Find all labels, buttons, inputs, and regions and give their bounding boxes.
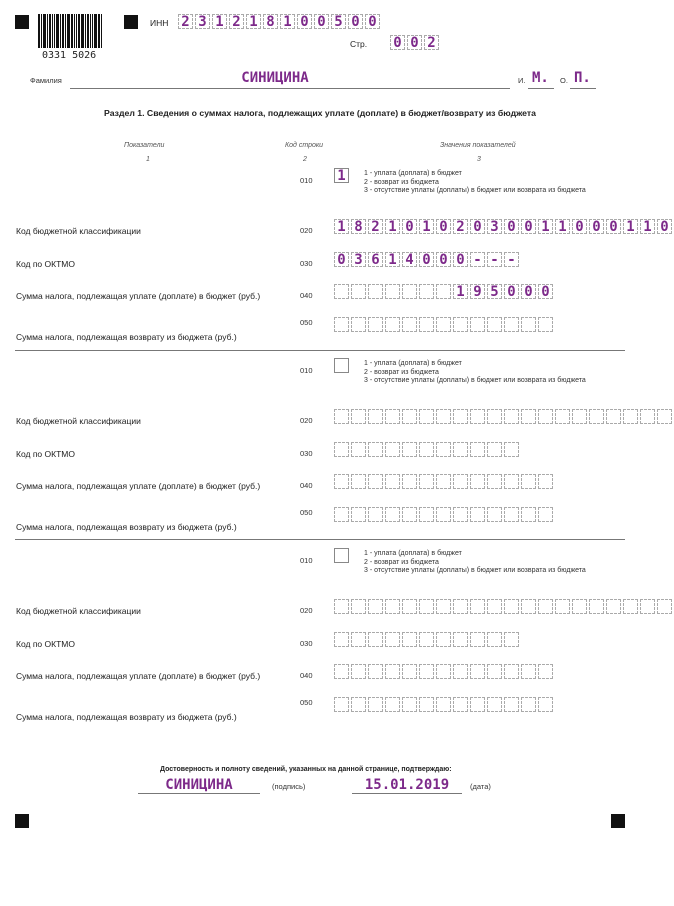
form-cell[interactable]: 0 — [334, 252, 349, 267]
form-cell[interactable] — [402, 697, 417, 712]
form-cell[interactable]: 8 — [263, 14, 278, 29]
form-cell[interactable] — [538, 507, 553, 522]
signature-label: (подпись) — [272, 782, 306, 791]
corner-marker-bottom-left — [15, 814, 29, 828]
row-label-oktmo: Код по ОКТМО — [16, 639, 75, 649]
form-cell[interactable] — [402, 442, 417, 457]
form-cell[interactable]: 1 — [640, 219, 655, 234]
option-o1: 1 - уплата (доплата) в бюджет — [364, 170, 462, 177]
form-cell[interactable] — [623, 409, 638, 424]
line-code: 020 — [300, 606, 313, 615]
option-o3: 3 - отсутствие уплаты (доплаты) в бюджет или возврата из бюджета — [364, 377, 586, 384]
form-cell[interactable] — [419, 317, 434, 332]
form-cell[interactable]: 0 — [436, 252, 451, 267]
form-cell[interactable] — [368, 284, 383, 299]
form-cell[interactable] — [351, 409, 366, 424]
field-kbk — [334, 599, 674, 614]
form-cell[interactable]: 1 — [385, 252, 400, 267]
line-code: 030 — [300, 639, 313, 648]
form-cell[interactable] — [470, 599, 485, 614]
form-cell[interactable] — [419, 507, 434, 522]
form-cell[interactable]: 0 — [538, 284, 553, 299]
field-kbk — [334, 409, 674, 424]
form-cell[interactable]: 1 — [623, 219, 638, 234]
option-o2: 2 - возврат из бюджета — [364, 558, 439, 566]
form-cell[interactable] — [385, 599, 400, 614]
form-cell[interactable]: 0 — [436, 219, 451, 234]
form-cell[interactable] — [419, 474, 434, 489]
form-cell[interactable]: 0 — [521, 284, 536, 299]
form-cell[interactable] — [487, 697, 502, 712]
form-cell[interactable]: 0 — [504, 284, 519, 299]
field-pay — [334, 474, 555, 489]
form-cell[interactable] — [606, 599, 621, 614]
form-cell[interactable] — [334, 697, 349, 712]
confirmation-text: Достоверность и полноту сведений, указанных на данной странице, подтверждаю: — [160, 766, 452, 773]
form-cell[interactable] — [453, 317, 468, 332]
line-code: 030 — [300, 259, 313, 268]
field-pay — [334, 284, 555, 299]
form-cell[interactable] — [436, 632, 451, 647]
form-cell[interactable] — [470, 442, 485, 457]
column-header-indicators: Показатели — [124, 142, 165, 149]
form-cell[interactable] — [368, 317, 383, 332]
type-options — [364, 550, 586, 576]
surname-value: СИНИЦИНА — [241, 70, 309, 86]
row-label-kbk: Код бюджетной классификации — [16, 606, 141, 616]
row-label-pay: Сумма налога, подлежащая уплате (доплате) в бюджет (руб.) — [16, 481, 261, 491]
form-cell[interactable] — [368, 507, 383, 522]
form-cell[interactable] — [385, 632, 400, 647]
row-label-refund: Сумма налога, подлежащая возврату из бюджета (руб.) — [16, 712, 237, 722]
form-cell[interactable] — [538, 697, 553, 712]
form-cell[interactable]: 4 — [402, 252, 417, 267]
field-oktmo — [334, 442, 521, 457]
form-cell[interactable]: 3 — [351, 252, 366, 267]
form-cell[interactable] — [402, 317, 417, 332]
option-o2: 2 - возврат из бюджета — [364, 368, 439, 376]
form-cell[interactable] — [504, 317, 519, 332]
form-cell[interactable]: 1 — [419, 219, 434, 234]
form-cell[interactable] — [572, 409, 587, 424]
form-cell[interactable] — [368, 474, 383, 489]
form-cell[interactable] — [334, 317, 349, 332]
form-cell[interactable] — [487, 317, 502, 332]
form-cell[interactable] — [521, 664, 536, 679]
form-cell[interactable] — [521, 409, 536, 424]
initial-i-label: И. — [518, 76, 526, 85]
form-cell[interactable]: 0 — [407, 35, 422, 50]
form-cell[interactable] — [538, 474, 553, 489]
option-o3: 3 - отсутствие уплаты (доплаты) в бюджет или возврата из бюджета — [364, 187, 586, 194]
block-divider — [15, 350, 625, 351]
form-cell[interactable] — [487, 599, 502, 614]
form-cell[interactable]: 2 — [453, 219, 468, 234]
barcode-number: 0331 5026 — [42, 50, 97, 61]
form-cell[interactable]: 5 — [331, 14, 346, 29]
form-cell[interactable] — [538, 409, 553, 424]
form-cell[interactable] — [334, 599, 349, 614]
barcode-image — [38, 14, 110, 48]
form-cell[interactable]: 2 — [424, 35, 439, 50]
form-cell[interactable]: 0 — [504, 219, 519, 234]
form-cell[interactable] — [436, 442, 451, 457]
form-cell[interactable]: 3 — [195, 14, 210, 29]
form-cell[interactable] — [436, 409, 451, 424]
form-cell[interactable] — [402, 632, 417, 647]
form-cell[interactable] — [521, 317, 536, 332]
field-oktmo — [334, 632, 521, 647]
form-cell[interactable] — [402, 284, 417, 299]
form-cell[interactable]: 0 — [314, 14, 329, 29]
form-cell[interactable]: 1 — [385, 219, 400, 234]
form-cell[interactable] — [521, 474, 536, 489]
form-cell[interactable] — [385, 409, 400, 424]
signature-value: СИНИЦИНА — [165, 777, 233, 793]
field-type_value — [334, 548, 351, 563]
form-cell[interactable] — [385, 664, 400, 679]
form-cell[interactable]: 2 — [178, 14, 193, 29]
column-number-3: 3 — [477, 156, 481, 163]
form-cell[interactable] — [385, 442, 400, 457]
form-cell[interactable] — [470, 474, 485, 489]
form-cell[interactable] — [504, 697, 519, 712]
field-type_value — [334, 358, 351, 373]
line-code: 040 — [300, 291, 313, 300]
form-cell[interactable] — [436, 284, 451, 299]
inn-label: ИНН — [150, 18, 169, 28]
page-label: Стр. — [350, 39, 368, 49]
line-code: 050 — [300, 318, 313, 327]
form-cell[interactable]: 0 — [589, 219, 604, 234]
form-cell[interactable] — [538, 664, 553, 679]
form-cell[interactable] — [351, 599, 366, 614]
initial-i-value: М. — [532, 70, 549, 86]
form-cell[interactable] — [385, 507, 400, 522]
form-cell[interactable] — [470, 664, 485, 679]
form-cell[interactable]: 8 — [351, 219, 366, 234]
field-kbk — [334, 219, 674, 234]
form-cell[interactable] — [487, 664, 502, 679]
row-label-refund: Сумма налога, подлежащая возврату из бюджета (руб.) — [16, 332, 237, 342]
line-code: 050 — [300, 698, 313, 707]
column-number-2: 2 — [303, 156, 307, 163]
form-cell[interactable] — [555, 599, 570, 614]
form-cell[interactable]: 9 — [470, 284, 485, 299]
form-cell[interactable] — [351, 507, 366, 522]
row-label-oktmo: Код по ОКТМО — [16, 259, 75, 269]
column-number-1: 1 — [146, 156, 150, 163]
field-pay — [334, 664, 555, 679]
form-cell[interactable]: 0 — [365, 14, 380, 29]
form-cell[interactable] — [453, 697, 468, 712]
form-cell[interactable] — [521, 507, 536, 522]
form-cell[interactable] — [334, 474, 349, 489]
form-cell[interactable] — [368, 599, 383, 614]
form-cell[interactable]: 2 — [368, 219, 383, 234]
initial-o-label: О. — [560, 76, 568, 85]
form-cell[interactable] — [623, 599, 638, 614]
form-cell[interactable] — [453, 599, 468, 614]
form-cell[interactable] — [385, 474, 400, 489]
corner-marker-bottom-right — [611, 814, 625, 828]
line-code: 010 — [300, 556, 313, 565]
form-cell[interactable] — [453, 632, 468, 647]
row-label-oktmo: Код по ОКТМО — [16, 449, 75, 459]
form-cell[interactable] — [470, 507, 485, 522]
option-o1: 1 - уплата (доплата) в бюджет — [364, 550, 462, 557]
field-refund — [334, 507, 555, 522]
form-cell[interactable] — [504, 632, 519, 647]
form-cell[interactable]: - — [487, 252, 502, 267]
form-cell[interactable] — [419, 284, 434, 299]
form-cell[interactable] — [640, 409, 655, 424]
form-cell[interactable] — [470, 317, 485, 332]
form-cell[interactable] — [334, 442, 349, 457]
form-cell[interactable] — [402, 409, 417, 424]
form-cell[interactable]: 1 — [538, 219, 553, 234]
form-cell[interactable] — [436, 507, 451, 522]
block-divider — [15, 539, 625, 540]
form-cell[interactable] — [487, 442, 502, 457]
form-cell[interactable]: 1 — [246, 14, 261, 29]
form-cell[interactable] — [419, 599, 434, 614]
form-cell[interactable]: 0 — [453, 252, 468, 267]
form-cell[interactable] — [334, 358, 349, 373]
form-cell[interactable] — [351, 284, 366, 299]
form-cell[interactable] — [436, 317, 451, 332]
column-header-values: Значения показателей — [440, 142, 516, 149]
form-cell[interactable] — [419, 409, 434, 424]
date-value: 15.01.2019 — [364, 777, 450, 793]
form-cell[interactable]: 0 — [606, 219, 621, 234]
line-code: 010 — [300, 366, 313, 375]
form-cell[interactable] — [334, 284, 349, 299]
field-refund — [334, 697, 555, 712]
form-cell[interactable] — [606, 409, 621, 424]
type-options — [364, 360, 586, 386]
form-cell[interactable] — [385, 697, 400, 712]
form-cell[interactable] — [419, 632, 434, 647]
form-cell[interactable]: 1 — [453, 284, 468, 299]
form-cell[interactable]: 2 — [229, 14, 244, 29]
form-cell[interactable] — [572, 599, 587, 614]
column-header-line-code: Код строки — [285, 142, 324, 149]
form-cell[interactable] — [453, 664, 468, 679]
form-cell[interactable] — [368, 664, 383, 679]
form-cell[interactable]: 3 — [487, 219, 502, 234]
form-cell[interactable]: 0 — [521, 219, 536, 234]
form-cell[interactable]: - — [504, 252, 519, 267]
form-cell[interactable]: 0 — [419, 252, 434, 267]
form-cell[interactable]: 0 — [348, 14, 363, 29]
form-cell[interactable]: 0 — [390, 35, 405, 50]
form-cell[interactable]: 1 — [212, 14, 227, 29]
form-cell[interactable] — [334, 409, 349, 424]
line-code: 010 — [300, 176, 313, 185]
form-cell[interactable] — [504, 474, 519, 489]
form-cell[interactable]: 0 — [402, 219, 417, 234]
form-cell[interactable]: 1 — [334, 168, 349, 183]
form-cell[interactable] — [487, 632, 502, 647]
form-cell[interactable] — [589, 409, 604, 424]
form-cell[interactable] — [504, 409, 519, 424]
form-cell[interactable] — [504, 442, 519, 457]
inn-cells — [178, 14, 382, 29]
form-cell[interactable] — [436, 599, 451, 614]
form-cell[interactable] — [521, 599, 536, 614]
field-oktmo — [334, 252, 521, 267]
form-cell[interactable] — [385, 317, 400, 332]
form-cell[interactable] — [589, 599, 604, 614]
form-cell[interactable] — [368, 442, 383, 457]
form-cell[interactable]: - — [470, 252, 485, 267]
line-code: 030 — [300, 449, 313, 458]
form-cell[interactable] — [470, 697, 485, 712]
row-label-pay: Сумма налога, подлежащая уплате (доплате) в бюджет (руб.) — [16, 671, 261, 681]
form-cell[interactable] — [334, 507, 349, 522]
form-cell[interactable] — [402, 599, 417, 614]
line-code: 040 — [300, 481, 313, 490]
form-cell[interactable] — [657, 599, 672, 614]
form-cell[interactable]: 6 — [368, 252, 383, 267]
section-title: Раздел 1. Сведения о суммах налога, подлежащих уплате (доплате) в бюджет/возврату из бюджета — [104, 108, 536, 118]
form-cell[interactable] — [521, 697, 536, 712]
form-cell[interactable] — [470, 632, 485, 647]
form-cell[interactable] — [538, 317, 553, 332]
form-cell[interactable] — [385, 284, 400, 299]
form-cell[interactable] — [351, 664, 366, 679]
form-cell[interactable] — [419, 442, 434, 457]
type-options — [364, 170, 586, 196]
form-cell[interactable] — [555, 409, 570, 424]
row-label-kbk: Код бюджетной классификации — [16, 416, 141, 426]
form-cell[interactable] — [334, 632, 349, 647]
line-code: 020 — [300, 226, 313, 235]
form-cell[interactable] — [487, 474, 502, 489]
form-cell[interactable] — [436, 474, 451, 489]
date-label: (дата) — [470, 782, 491, 791]
form-cell[interactable] — [453, 442, 468, 457]
form-cell[interactable] — [334, 548, 349, 563]
form-cell[interactable] — [419, 664, 434, 679]
form-cell[interactable] — [334, 664, 349, 679]
option-o1: 1 - уплата (доплата) в бюджет — [364, 360, 462, 367]
row-label-pay: Сумма налога, подлежащая уплате (доплате) в бюджет (руб.) — [16, 291, 261, 301]
form-cell[interactable] — [436, 664, 451, 679]
form-cell[interactable] — [351, 697, 366, 712]
form-cell[interactable] — [368, 409, 383, 424]
row-label-refund: Сумма налога, подлежащая возврату из бюджета (руб.) — [16, 522, 237, 532]
corner-marker-top-left — [15, 15, 29, 29]
form-cell[interactable] — [504, 599, 519, 614]
form-cell[interactable]: 0 — [657, 219, 672, 234]
form-cell[interactable]: 1 — [280, 14, 295, 29]
corner-marker-top-right — [124, 15, 138, 29]
page-cells — [390, 35, 441, 50]
line-code: 020 — [300, 416, 313, 425]
form-cell[interactable] — [402, 507, 417, 522]
line-code: 050 — [300, 508, 313, 517]
form-cell[interactable] — [470, 409, 485, 424]
form-cell[interactable]: 0 — [297, 14, 312, 29]
initial-o-value: П. — [574, 70, 591, 86]
form-cell[interactable] — [351, 317, 366, 332]
form-cell[interactable] — [453, 474, 468, 489]
field-type_value — [334, 168, 351, 183]
form-cell[interactable] — [419, 697, 434, 712]
form-cell[interactable] — [504, 664, 519, 679]
form-cell[interactable] — [453, 507, 468, 522]
form-cell[interactable] — [487, 409, 502, 424]
option-o3: 3 - отсутствие уплаты (доплаты) в бюджет или возврата из бюджета — [364, 567, 586, 574]
form-cell[interactable]: 0 — [572, 219, 587, 234]
form-cell[interactable] — [351, 474, 366, 489]
row-label-kbk: Код бюджетной классификации — [16, 226, 141, 236]
form-cell[interactable] — [351, 442, 366, 457]
form-cell[interactable] — [402, 664, 417, 679]
option-o2: 2 - возврат из бюджета — [364, 178, 439, 186]
form-cell[interactable] — [368, 697, 383, 712]
field-refund — [334, 317, 555, 332]
form-cell[interactable]: 1 — [555, 219, 570, 234]
form-cell[interactable] — [504, 507, 519, 522]
line-code: 040 — [300, 671, 313, 680]
form-cell[interactable] — [487, 507, 502, 522]
form-cell[interactable]: 1 — [334, 219, 349, 234]
form-cell[interactable] — [640, 599, 655, 614]
form-cell[interactable] — [436, 697, 451, 712]
form-cell[interactable] — [453, 409, 468, 424]
form-cell[interactable] — [538, 599, 553, 614]
form-cell[interactable] — [368, 632, 383, 647]
form-cell[interactable]: 5 — [487, 284, 502, 299]
form-cell[interactable] — [657, 409, 672, 424]
form-cell[interactable]: 0 — [470, 219, 485, 234]
form-cell[interactable] — [351, 632, 366, 647]
surname-label: Фамилия — [30, 76, 62, 85]
form-cell[interactable] — [402, 474, 417, 489]
